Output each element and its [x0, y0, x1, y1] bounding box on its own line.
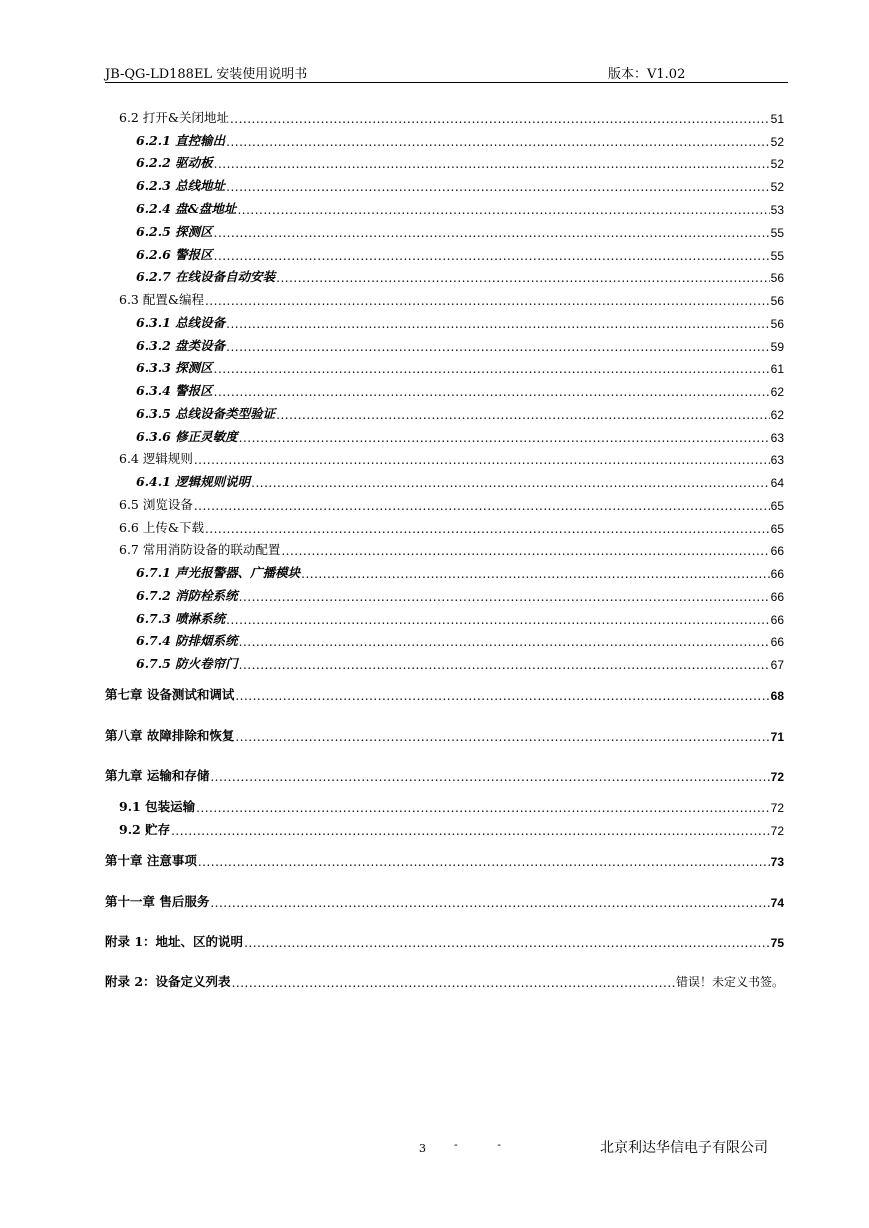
toc-entry-label: 6.3.6 修正灵敏度 [136, 429, 238, 444]
toc-leader-dots [226, 340, 769, 354]
toc-entry-page: 59 [770, 340, 784, 354]
toc-entry-label: 6.3.2 盘类设备 [136, 338, 226, 353]
toc-entry[interactable] [136, 609, 784, 627]
toc-leader-dots [214, 249, 770, 263]
toc-entry-page: 51 [770, 112, 784, 126]
toc-entry-label: 6.3.5 总线设备类型验证 [136, 406, 276, 421]
toc-leader-dots [276, 271, 769, 285]
toc-entry-label: 6.7.2 消防栓系统 [136, 588, 238, 603]
toc-leader-dots [194, 499, 770, 513]
toc-entry-page: 65 [770, 499, 784, 513]
toc-leader-dots [239, 658, 770, 672]
toc-entry-page: 56 [770, 317, 784, 331]
toc-entry-label: 9.1 包装运输 [119, 799, 196, 814]
toc-entry-page: 72 [770, 801, 784, 815]
toc-entry-label: 6.3.3 探测区 [136, 360, 213, 375]
toc-chapter-page: 71 [770, 730, 784, 744]
toc-entry[interactable] [136, 631, 784, 649]
footer-page-number: 3 [419, 1142, 426, 1155]
toc-entry-label: 6.7.5 防火卷帘门 [136, 656, 238, 671]
toc-chapter-page: 75 [770, 936, 784, 950]
page-header [105, 62, 788, 83]
toc-entry[interactable] [136, 336, 784, 354]
toc-entry-page: 62 [770, 408, 784, 422]
toc-chapter-label: 第八章 故障排除和恢复 [105, 728, 235, 743]
toc-entry[interactable] [136, 472, 784, 490]
toc-entry-label: 6.2.5 探测区 [136, 224, 213, 239]
toc-entry-label: 6.7.1 声光报警器、广播模块 [136, 565, 301, 580]
toc-entry-page: 55 [770, 226, 784, 240]
toc-entry[interactable] [136, 313, 784, 331]
toc-entry-page: 72 [770, 824, 784, 838]
footer-company: 北京利达华信电子有限公司 [600, 1140, 768, 1156]
toc-entry-page: 52 [770, 157, 784, 171]
toc-chapter-page: 错误！未定义书签。 [675, 975, 784, 989]
toc-chapter-label: 附录 2：设备定义列表 [105, 974, 231, 989]
toc-entry[interactable] [119, 820, 784, 838]
toc-entry-label: 6.4 逻辑规则 [119, 451, 193, 466]
toc-chapter[interactable] [105, 972, 784, 990]
toc-chapter[interactable] [105, 892, 784, 910]
toc-entry-label: 6.5 浏览设备 [119, 497, 193, 512]
toc-entry-page: 63 [770, 453, 784, 467]
toc-chapter[interactable] [105, 685, 784, 703]
toc-leader-dots [205, 522, 770, 536]
toc-entry[interactable] [136, 131, 784, 149]
toc-chapter-label: 第九章 运输和存储 [105, 768, 210, 783]
toc-entry-label: 6.4.1 逻辑规则说明 [136, 474, 251, 489]
toc-chapter-page: 74 [770, 896, 784, 910]
toc-entry-label: 6.2.2 驱动板 [136, 155, 213, 170]
toc-entry[interactable] [136, 245, 784, 263]
toc-leader-dots [239, 635, 770, 649]
toc-entry-page: 52 [770, 135, 784, 149]
toc-entry-label: 9.2 贮存 [119, 822, 171, 837]
toc-entry-page: 61 [770, 362, 784, 376]
toc-chapter[interactable] [105, 932, 784, 950]
toc-entry[interactable] [136, 222, 784, 240]
toc-leader-dots [232, 976, 675, 990]
toc-leader-dots [230, 112, 770, 126]
toc-entry-page: 66 [770, 635, 784, 649]
toc-entry[interactable] [136, 563, 784, 581]
toc-chapter[interactable] [105, 766, 784, 784]
toc-entry-page: 66 [770, 544, 784, 558]
toc-chapter-label: 第十章 注意事项 [105, 853, 197, 868]
toc-entry-page: 56 [770, 271, 784, 285]
toc-entry-label: 6.2.3 总线地址 [136, 178, 226, 193]
toc-leader-dots [226, 613, 769, 627]
toc-entry[interactable] [119, 518, 784, 536]
toc-entry-page: 64 [770, 476, 784, 490]
toc-entry[interactable] [119, 449, 784, 467]
document-version: 版本：V1.02 [608, 67, 686, 82]
toc-entry[interactable] [136, 654, 784, 672]
toc-leader-dots [171, 824, 770, 838]
toc-leader-dots [239, 431, 770, 445]
toc-entry-page: 53 [770, 203, 784, 217]
toc-entry-label: 6.6 上传&下载 [119, 520, 204, 535]
toc-leader-dots [281, 544, 769, 558]
toc-leader-dots [237, 203, 769, 217]
toc-leader-dots [301, 567, 769, 581]
toc-entry-page: 63 [770, 431, 784, 445]
toc-leader-dots [205, 294, 770, 308]
toc-leader-dots [214, 385, 770, 399]
toc-leader-dots [210, 770, 769, 784]
toc-entry-page: 66 [770, 613, 784, 627]
toc-entry[interactable] [136, 586, 784, 604]
toc-entry-label: 6.7.3 喷淋系统 [136, 611, 226, 626]
toc-chapter-page: 73 [770, 855, 784, 869]
toc-entry[interactable] [136, 404, 784, 422]
toc-leader-dots [226, 317, 769, 331]
toc-chapter-page: 68 [770, 689, 784, 703]
toc-leader-dots [214, 157, 770, 171]
toc-leader-dots [198, 855, 770, 869]
toc-entry-page: 52 [770, 180, 784, 194]
toc-leader-dots [239, 590, 770, 604]
toc-leader-dots [210, 896, 769, 910]
document-title: JB-QG-LD188EL 安装使用说明书 [105, 67, 308, 82]
toc-leader-dots [196, 801, 770, 815]
toc-entry[interactable] [119, 495, 784, 513]
toc-entry-label: 6.2.7 在线设备自动安装 [136, 269, 276, 284]
toc-entry[interactable] [136, 176, 784, 194]
toc-chapter-label: 第十一章 售后服务 [105, 894, 210, 909]
toc-leader-dots [251, 476, 769, 490]
toc-entry[interactable] [136, 381, 784, 399]
toc-entry-label: 6.7.4 防排烟系统 [136, 633, 238, 648]
toc-entry[interactable] [119, 290, 784, 308]
toc-entry-page: 62 [770, 385, 784, 399]
toc-entry-label: 6.2 打开&关闭地址 [119, 110, 229, 125]
toc-leader-dots [276, 408, 769, 422]
toc-entry-label: 6.2.4 盘&盘地址 [136, 201, 237, 216]
toc-entry[interactable] [119, 797, 784, 815]
toc-entry-page: 55 [770, 249, 784, 263]
toc-entry-label: 6.3 配置&编程 [119, 292, 204, 307]
toc-entry[interactable] [119, 108, 784, 126]
toc-chapter-page: 72 [770, 770, 784, 784]
toc-entry[interactable] [136, 199, 784, 217]
toc-entry[interactable] [136, 427, 784, 445]
toc-leader-dots [214, 362, 770, 376]
toc-entry-label: 6.3.4 警报区 [136, 383, 213, 398]
toc-leader-dots [235, 689, 769, 703]
toc-leader-dots [244, 936, 770, 950]
toc-chapter[interactable] [105, 726, 784, 744]
toc-chapter-label: 附录 1：地址、区的说明 [105, 934, 244, 949]
toc-leader-dots [226, 135, 769, 149]
toc-entry[interactable] [119, 540, 784, 558]
toc-entry-label: 6.2.1 直控输出 [136, 133, 226, 148]
toc-chapter-label: 第七章 设备测试和调试 [105, 687, 235, 702]
toc-leader-dots [226, 180, 769, 194]
toc-leader-dots [214, 226, 770, 240]
toc-entry-label: 6.2.6 警报区 [136, 247, 213, 262]
toc-entry-page: 65 [770, 522, 784, 536]
toc-leader-dots [194, 453, 770, 467]
footer-dashes: - - [454, 1138, 519, 1151]
toc-entry[interactable] [136, 358, 784, 376]
toc-entry-label: 6.7 常用消防设备的联动配置 [119, 542, 281, 557]
toc-entry-page: 66 [770, 567, 784, 581]
toc-entry-page: 56 [770, 294, 784, 308]
toc-chapter[interactable] [105, 851, 784, 869]
toc-entry-page: 66 [770, 590, 784, 604]
toc-entry-label: 6.3.1 总线设备 [136, 315, 226, 330]
toc-entry-page: 67 [770, 658, 784, 672]
toc-entry[interactable] [136, 267, 784, 285]
toc-leader-dots [235, 730, 769, 744]
toc-entry[interactable] [136, 153, 784, 171]
